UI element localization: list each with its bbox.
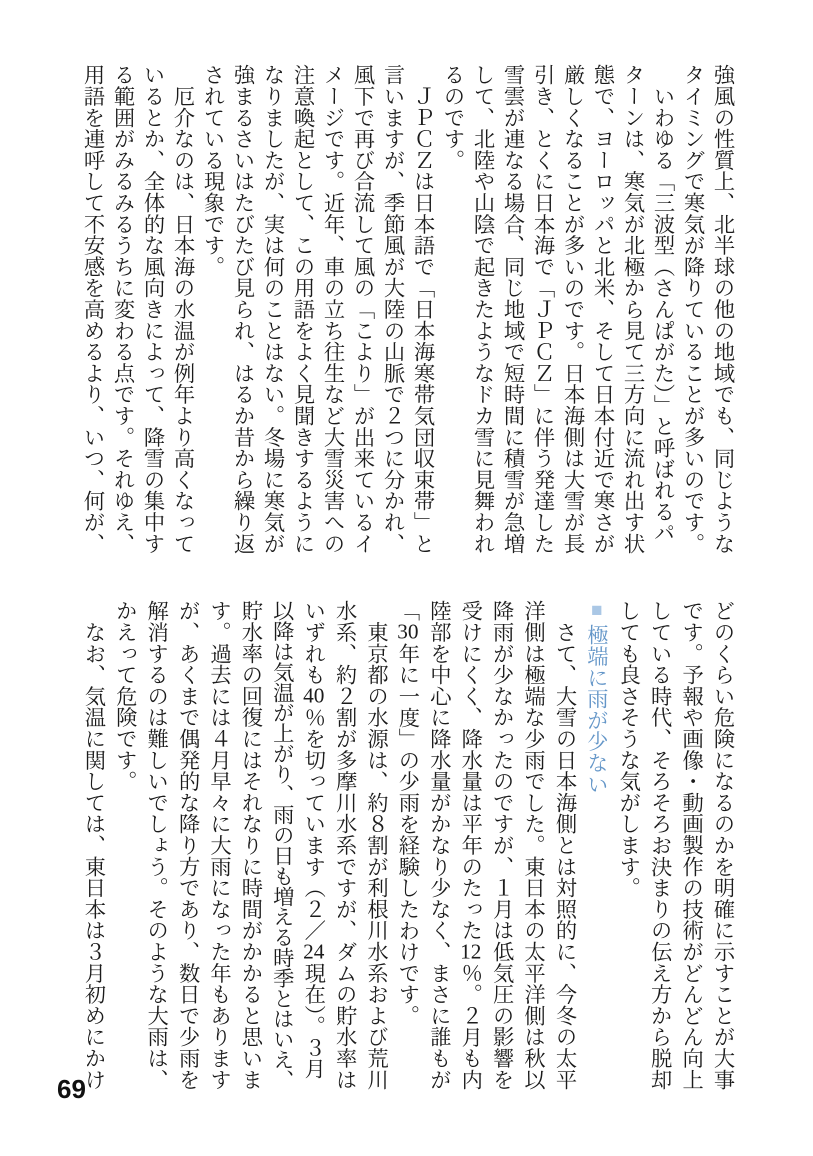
text-line: 厄介なのは、日本海の水温が例年より高くなって — [171, 64, 195, 554]
text-line: るのです。 — [441, 64, 465, 171]
text-line: いわゆる「三波型（さんぱがた）」と呼ばれるパ — [651, 64, 675, 544]
text-line: 解消するのは難しいでしょう。そのような大雨は、 — [144, 600, 169, 1090]
text-line: 陸部を中心に降水量がかなり少なく、まさに誰もが — [427, 600, 452, 1090]
section-heading — [580, 600, 612, 1092]
tatechuyoko-number: 40 — [303, 685, 325, 707]
text-line: 態で、ヨーロッパと北米、そして日本付近で寒さが — [591, 64, 615, 554]
text-line: いずれも40％を切っています（２／24現在）。３月 — [301, 600, 326, 1080]
text-line: ＪＰＣＺは日本語で「日本海寒帯気団収束帯」と — [411, 64, 435, 554]
text-line: 用語を連呼して不安感を高めるより、いつ、何が、 — [81, 64, 105, 554]
text-line: 東京都の水源は、約８割が利根川水系および荒川 — [364, 600, 389, 1090]
text-block-top — [78, 64, 738, 556]
tatechuyoko-number: 12 — [460, 940, 482, 963]
text-line: どのくらい危険になるのかを明確に示すことが大事 — [711, 600, 735, 1090]
text-line: です。予報や画像・動画製作の技術がどんどん向上 — [679, 600, 704, 1090]
text-line: さて、大雪の日本海側とは対照的に、今冬の太平 — [552, 600, 577, 1090]
text-line: メージです。近年、車の立ち往生など大雪災害への — [321, 64, 345, 554]
text-line: している時代、そろそろお決まりの伝え方から脱却 — [648, 600, 673, 1090]
text-line: 言いますが、季節風が大陸の山脈で２つに分かれ、 — [381, 64, 405, 554]
text-line: 以降は気温が上がり、雨の日も増える時季とはいえ、 — [270, 600, 295, 1090]
text-line: す。過去には４月早々に大雨になった年もあります — [207, 600, 232, 1090]
text-line: しても良さそうな気がします。 — [616, 600, 641, 899]
text-line: 洋側は極端な少雨でした。東日本の太平洋側は秋以 — [521, 600, 546, 1090]
heading-label: 極端に雨が少ない — [584, 624, 609, 795]
text-line: 注意喚起として、この用語をよく見聞きするように — [291, 64, 315, 554]
text-line: されている現象です。 — [201, 64, 225, 277]
text-line: 厳しくなることが多いのです。日本海側は大雪が長 — [561, 64, 585, 554]
text-line: 強風の性質上、北半球の他の地域でも、同じような — [711, 64, 735, 554]
text-line: して、北陸や山陰で起きたようなドカ雪に見舞われ — [471, 64, 495, 554]
text-line: 風下で再び合流して風の「こより」が出来ているイ — [351, 64, 375, 554]
text-line: る範囲がみるみるうちに変わる点です。それゆえ、 — [111, 64, 135, 554]
text-line: 受けにくく、降水量は平年のたった12％。２月も内 — [458, 600, 483, 1090]
page-number: 69 — [57, 1074, 86, 1104]
tatechuyoko-number: 30 — [397, 621, 419, 643]
text-line: タイミングで寒気が降りていることが多いのです。 — [681, 64, 705, 554]
text-line: が、あくまで偶発的な降り方であり、数日で少雨を — [176, 600, 201, 1090]
text-line: 「30年に一度」の少雨を経験したわけです。 — [395, 600, 420, 1027]
text-line: 貯水率の回復にはそれなりに時間がかかると思いま — [238, 600, 263, 1090]
text-line: いるとか、全体的な風向きによって、降雪の集中す — [141, 64, 165, 554]
text-line: 雪雲が連なる場合、同じ地域で短時間に積雪が急増 — [501, 64, 525, 554]
text-line: なりましたが、実は何のことはない。冬場に寒気が — [261, 64, 285, 554]
text-line: 強まるさいはたびたび見られ、はるか昔から繰り返 — [231, 64, 255, 554]
heading-square-icon: ■ — [586, 600, 608, 621]
text-line: なお、気温に関しては、東日本は３月初めにかけ — [81, 600, 106, 1090]
text-line: 水系、約２割が多摩川水系ですが、ダムの貯水率は — [333, 600, 358, 1090]
text-line: ターンは、寒気が北極から見て三方向に流れ出す状 — [621, 64, 645, 554]
text-line: 引き、とくに日本海で「ＪＰＣＺ」に伴う発達した — [531, 64, 555, 554]
tatechuyoko-number: 24 — [303, 940, 325, 963]
text-line: 降雨が少なかったのですが、１月は低気圧の影響を — [490, 600, 515, 1090]
text-block-bottom — [77, 600, 738, 1092]
text-line: かえって危険です。 — [113, 600, 138, 792]
